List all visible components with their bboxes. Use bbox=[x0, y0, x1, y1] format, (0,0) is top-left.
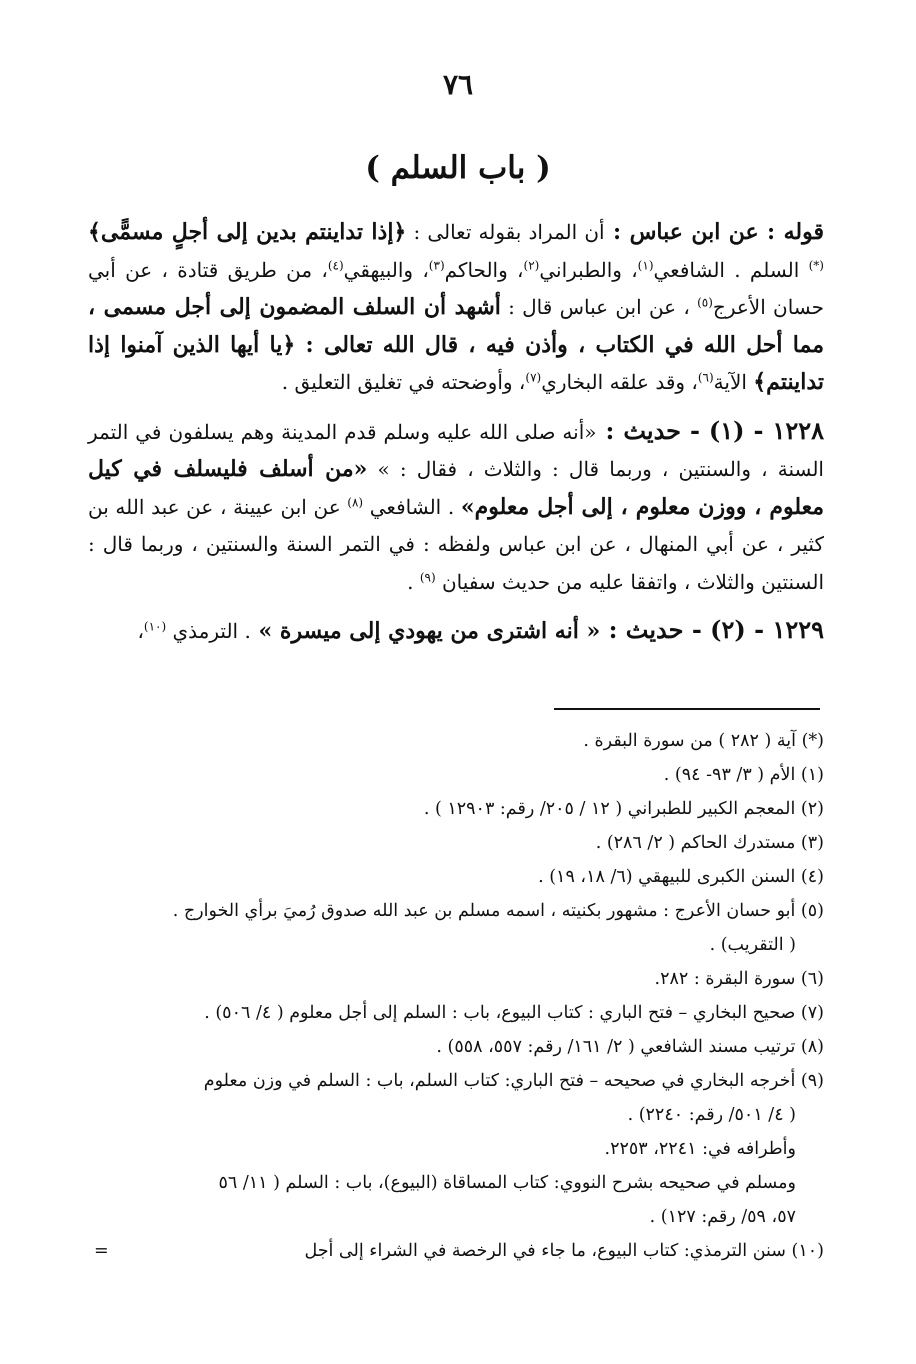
footnote-ref: (٤) bbox=[327, 257, 344, 272]
footnote-6: (٦) سورة البقرة : ٢٨٢. bbox=[654, 969, 824, 989]
footnote-9-cont-1: ( ٤/ ٥٠١/ رقم: ٢٢٤٠) . bbox=[627, 1105, 796, 1125]
footnotes bbox=[88, 724, 824, 1268]
footnote-4: (٤) السنن الكبرى للبيهقي (٦/ ١٨، ١٩) . bbox=[538, 867, 824, 887]
footnote-5: (٥) أبو حسان الأعرج : مشهور بكنيته ، اسمه مسلم بن عبد الله صدوق رُميَ برأي الخوارج . bbox=[172, 901, 824, 921]
footnote-9-cont-2: وأطرافه في: ٢٢٤١، ٢٢٥٣. bbox=[604, 1139, 796, 1159]
main-text bbox=[88, 214, 824, 651]
footnote-ref: (٣) bbox=[428, 257, 445, 272]
footnote-8: (٨) ترتيب مسند الشافعي ( ٢/ ١٦١/ رقم: ٥٥٧، ٥٥٨) . bbox=[436, 1037, 824, 1057]
page-number: ٧٦ bbox=[442, 68, 474, 101]
footnote-ref: (٢) bbox=[523, 257, 540, 272]
hadith-1229: ١٢٢٩ - (٢) - حديث : « أنه اشترى من يهودي إلى ميسرة » . الترمذي $^{(١٠)}$، bbox=[137, 615, 824, 644]
footnote-divider bbox=[554, 708, 820, 710]
footnote-5-cont: ( التقريب) . bbox=[709, 935, 796, 955]
footnote-ref: (٧) bbox=[525, 370, 542, 385]
footnote-7: (٧) صحيح البخاري – فتح الباري : كتاب البيوع، باب : السلم إلى أجل معلوم ( ٤/ ٥٠٦) . bbox=[204, 1003, 824, 1023]
footnote-9-cont-4: ٥٧، ٥٩/ رقم: ١٢٧) . bbox=[649, 1207, 796, 1227]
footnote-ref: (١) bbox=[637, 257, 654, 272]
footnote-star: (*) آية ( ٢٨٢ ) من سورة البقرة . bbox=[583, 731, 824, 751]
continuation-mark: = bbox=[94, 1241, 109, 1261]
footnote-3: (٣) مستدرك الحاكم ( ٢/ ٢٨٦) . bbox=[595, 833, 824, 853]
footnote-10: (١٠) سنن الترمذي: كتاب البيوع، ما جاء في الرخصة في الشراء إلى أجل = bbox=[88, 1234, 824, 1268]
footnote-ref: (٥) bbox=[697, 295, 713, 310]
footnote-ref: (*) bbox=[808, 257, 824, 272]
footnote-2: (٢) المعجم الكبير للطبراني ( ١٢ / ٢٠٥/ رقم: ١٢٩٠٣ ) . bbox=[423, 799, 824, 819]
footnote-9: (٩) أخرجه البخاري في صحيحه – فتح الباري: كتاب السلم، باب : السلم في وزن معلوم bbox=[203, 1071, 824, 1091]
footnote-9-cont-3: ومسلم في صحيحه بشرح النووي: كتاب المساقاة (البيوع)، باب : السلم ( ١١/ ٥٦ bbox=[218, 1173, 796, 1193]
footnote-ref: (٨) bbox=[347, 494, 364, 509]
footnote-1: (١) الأم ( ٣/ ٩٣- ٩٤) . bbox=[663, 765, 824, 785]
footnote-ref: (٩) bbox=[419, 569, 436, 584]
chapter-title: ( باب السلم ) bbox=[365, 150, 551, 186]
footnote-ref: (١٠) bbox=[143, 619, 167, 634]
footnote-ref: (٦) bbox=[697, 370, 714, 385]
hadith-1228: ١٢٢٨ - (١) - حديث : «أنه صلى الله عليه وسلم قدم المدينة وهم يسلفون في التمر السنة ، والسنتين ، وربما قال : والثلاث ، فقال : » «من أسلف فليسلف في كيل معلوم ، ووزن معلوم ، إلى أجل معلوم» . الشافعي $^{(٨)}$ عن ابن عيينة ، عن عبد الله بن كثير ، عن أبي المنهال ، عن ابن عباس ولفظه : في التمر السنة والسنتين ، وربما قال : السنتين والثلاث ، واتفقا عليه من حديث سفيان $^{(٩)}$ . bbox=[88, 415, 825, 594]
paragraph-ibn-abbas: قوله : عن ابن عباس : أن المراد بقوله تعالى : ﴿إذا تداينتم بدين إلى أجلٍ مسمًّى﴾(*) السلم . الشافعي$^{(١)}$، والطبراني$^{(٢)}$، والحاكم$^{(٣)}$، والبيهقي$^{(٤)}$، من طريق قتادة ، عن أبي حسان الأعرج$^{(٥)}$ ، عن ابن عباس قال : أشهد أن السلف المضمون إلى أجل مسمى ، مما أحل الله في الكتاب ، وأذن فيه ، قال الله تعالى : ﴿يا أيها الذين آمنوا إذا تداينتم﴾ الآية$^{(٦)}$، وقد علقه البخاري$^{(٧)}$، وأوضحته في تغليق التعليق . bbox=[88, 219, 824, 395]
